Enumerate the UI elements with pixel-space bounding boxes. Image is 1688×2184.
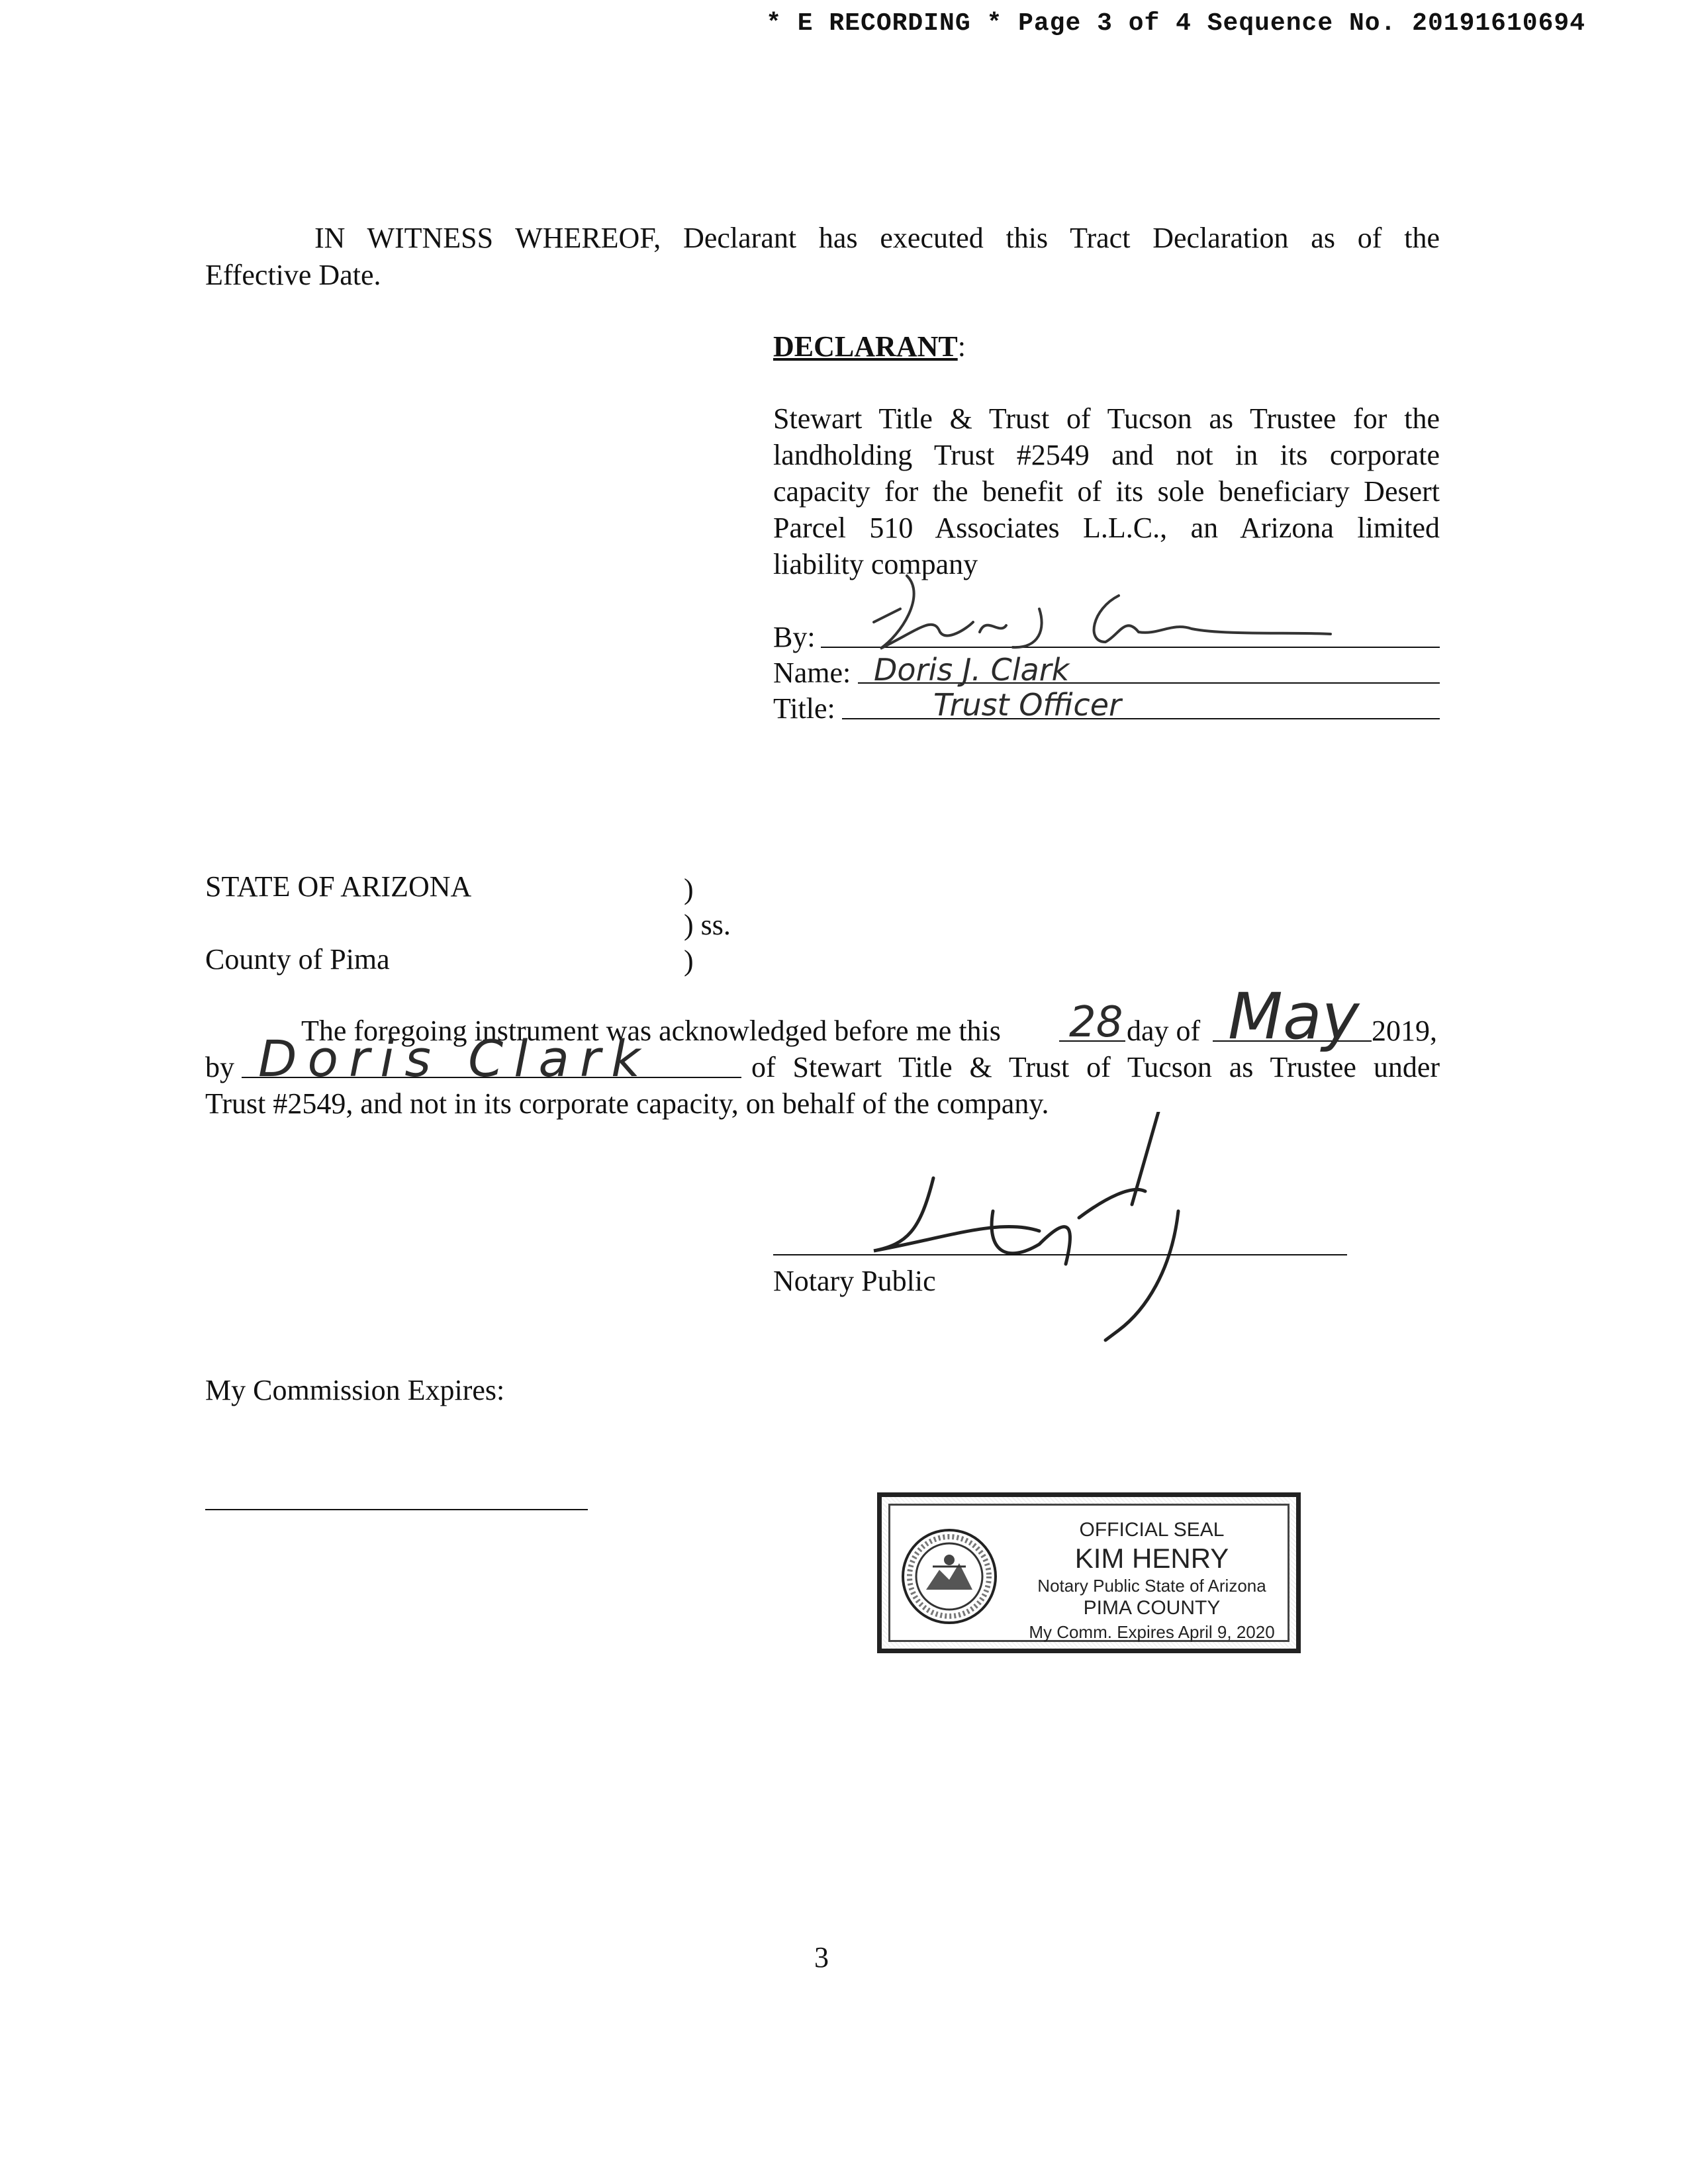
notary-signature [867,1112,1264,1350]
title-line [842,718,1440,719]
page-number: 3 [814,1941,829,1974]
declarant-signature [827,569,1350,662]
ack-line-1-b: day of [1127,1015,1201,1047]
notary-public-label: Notary Public [773,1265,936,1297]
declarant-heading: DECLARANT [773,330,958,363]
name-label: Name: [773,657,851,689]
by-label: By: [773,621,816,653]
notary-signature-line [773,1254,1347,1255]
seal-inner-frame [888,1504,1289,1642]
venue-ss: ) ss. [684,909,731,941]
ack-line-2-a: by [205,1051,234,1083]
seal-line-1: OFFICIAL SEAL [1079,1519,1225,1541]
commission-line [205,1509,588,1510]
declarant-heading-colon: : [957,330,966,363]
witness-line-1: IN WITNESS WHEREOF, Declarant has executed this Tract Declaration as of the [314,222,1440,254]
ack-month-handwritten: May [1228,979,1360,1054]
ack-line-3: Trust #2549, and not in its corporate capacity, on behalf of the company. [205,1087,1049,1120]
title-label: Title: [773,692,835,725]
declarant-name-handwritten: Doris J. Clark [874,652,1070,688]
declarant-line-1: Stewart Title & Trust of Tucson as Trustee for the [773,402,1440,435]
declarant-line-3: capacity for the benefit of its sole beneficiary Desert [773,475,1440,508]
official-seal-stamp [877,1492,1301,1653]
declarant-line-4: Parcel 510 Associates L.L.C., an Arizona limited [773,512,1440,544]
declarant-line-2: landholding Trust #2549 and not in its corporate [773,439,1440,471]
venue-state: STATE OF ARIZONA [205,870,472,903]
ack-line-2-b: of Stewart Title & Trust of Tucson as Trustee under [751,1051,1440,1083]
venue-paren-3: ) [684,944,694,977]
declarant-line-5: liability company [773,548,978,580]
ack-line-1-c: 2019, [1372,1015,1437,1047]
declarant-heading-block [773,328,966,365]
ack-day-handwritten: 28 [1069,998,1123,1047]
arizona-state-seal-icon [900,1527,999,1626]
venue-paren-1: ) [684,873,694,905]
ack-name-handwritten: Doris Clark [258,1029,651,1088]
witness-line-2: Effective Date. [205,259,381,291]
recording-header: * E RECORDING * Page 3 of 4 Sequence No. 20191610694 [766,9,1585,38]
declarant-title-handwritten: Trust Officer [933,687,1121,723]
seal-line-3: Notary Public State of Arizona [1037,1576,1266,1596]
seal-line-2: KIM HENRY [1074,1543,1229,1574]
ack-line-1-a: The foregoing instrument was acknowledged before me this [301,1015,1001,1047]
venue-county: County of Pima [205,943,390,976]
seal-line-4: PIMA COUNTY [1083,1597,1221,1619]
seal-line-5: My Comm. Expires April 9, 2020 [1029,1622,1275,1642]
commission-label: My Commission Expires: [205,1374,505,1406]
